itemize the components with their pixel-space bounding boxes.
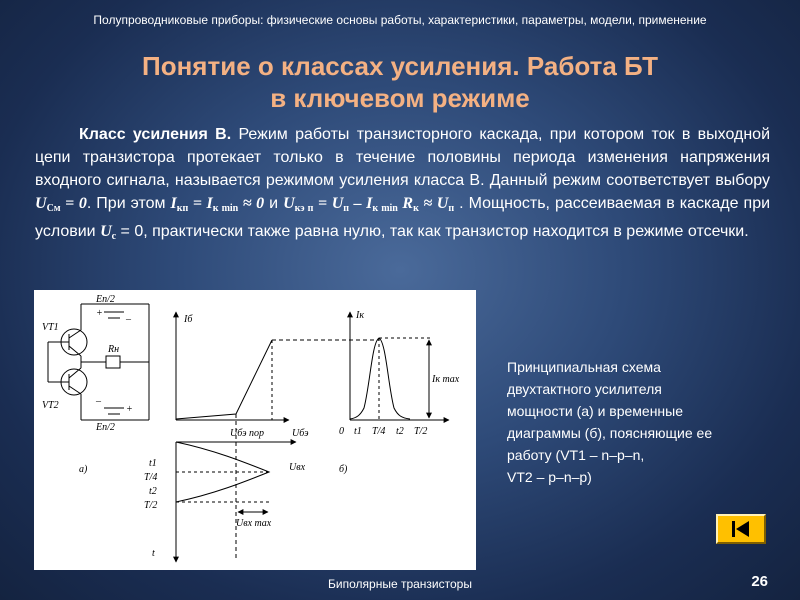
caption-line-1: Принципиальная схема [507, 359, 661, 375]
t1-axis-label: t1 [354, 426, 362, 437]
rk-subscript: к [413, 203, 419, 214]
t-half-axis-label: T/2 [414, 426, 428, 437]
ep-half-top-label: Eп/2 [96, 294, 115, 305]
back-to-start-button[interactable] [716, 514, 766, 544]
uke-symbol: U [283, 195, 295, 212]
slide-title-line-2: в ключевом режиме [270, 83, 530, 113]
rn-label: Rн [108, 344, 120, 355]
minus-ik: – I [349, 195, 373, 212]
eq-ik: = I [188, 195, 213, 212]
t-axis-label: t [152, 548, 155, 559]
approx-zero: ≈ 0 [238, 195, 265, 212]
approx-up: ≈ U [418, 195, 449, 212]
class-b-label: Класс усиления В. [79, 126, 232, 143]
body-text-2: . При этом [86, 195, 171, 212]
vt1-label: VT1 [42, 322, 59, 333]
caption-line-3: мощности (а) и временные [507, 403, 684, 419]
t2-side-label: t2 [149, 486, 157, 497]
caption-line-6: VT2 – p–n–p) [507, 469, 592, 485]
label-b: б) [339, 464, 348, 475]
rk-symbol: R [397, 195, 414, 212]
ep-half-bottom-label: Eп/2 [96, 422, 115, 433]
slide-title-line-1: Понятие о классах усиления. Работа БТ [142, 51, 658, 81]
collector-current-pulse [350, 338, 410, 419]
ik-max-label: Iк max [432, 374, 460, 385]
t2-axis-label: t2 [396, 426, 404, 437]
caption-line-2: двухтактного усилителя [507, 381, 662, 397]
minus-bottom-label: – [96, 396, 101, 407]
plus-top-label: + [96, 308, 103, 319]
slide-title [0, 50, 800, 114]
ube-por-label: Uбэ пор [230, 428, 265, 439]
ib-axis-label: Iб [184, 314, 193, 325]
plus-bottom-label: + [126, 404, 133, 415]
ikp-symbol: I [170, 195, 177, 212]
skip-back-icon [718, 516, 764, 542]
footer-title: Биполярные транзисторы [328, 577, 472, 591]
body-paragraph [35, 123, 770, 248]
t-quarter-side-label: T/4 [144, 472, 158, 483]
body-text-4: . Мощность, рассеиваемая в каскаде при условии [35, 195, 771, 240]
input-characteristic [176, 340, 272, 419]
up-subscript-2: п [448, 203, 455, 214]
u-subscript: См [46, 203, 61, 214]
uvx-max-label: Uвх max [236, 518, 272, 529]
u-symbol: U [35, 195, 47, 212]
ik-min-subscript-2: к min [372, 203, 398, 214]
label-a: а) [79, 464, 88, 475]
caption-line-5: работу (VT1 – n–p–n, [507, 447, 645, 463]
ik-axis-label: Iк [356, 310, 365, 321]
minus-top-label: – [126, 314, 131, 325]
push-pull-figure [34, 290, 476, 570]
uc-symbol: U [100, 223, 112, 240]
body-text-3: и [264, 195, 284, 212]
eq-up: = U [313, 195, 344, 212]
figure-caption [507, 356, 767, 488]
uvx-axis-label: Uвх [289, 462, 306, 473]
ik-min-subscript: к min [212, 203, 239, 214]
vt2-label: VT2 [42, 400, 59, 411]
ikp-subscript: кп [176, 203, 189, 214]
zero-label: 0 [339, 426, 344, 437]
up-subscript: п [343, 203, 350, 214]
caption-line-4: диаграммы (б), поясняющие ее [507, 425, 713, 441]
body-text-5: = 0, практически также равна нулю, так как транзистор находится в режиме отсечки. [116, 223, 749, 240]
figure-drawing [34, 290, 476, 570]
t1-side-label: t1 [149, 458, 157, 469]
header-topic: Полупроводниковые приборы: физические основы работы, характеристики, параметры, модели, применение [93, 13, 707, 27]
t-half-side-label: T/2 [144, 500, 158, 511]
ube-axis-label: Uбэ [292, 428, 309, 439]
body-text-1: Режим работы транзисторного каскада, при котором ток в выходной цепи транзистора протекает только в течение половины периода изменения напряжения входного сигнала, называется режимом усиления класса В. Данный режим соответствует выбору [35, 126, 771, 189]
load-resistor [106, 356, 120, 368]
t-quarter-axis-label: T/4 [372, 426, 386, 437]
eq-zero: = 0 [60, 195, 87, 212]
uc-subscript: с [111, 231, 117, 242]
page-number: 26 [751, 573, 768, 590]
uke-subscript: кэ п [294, 203, 314, 214]
